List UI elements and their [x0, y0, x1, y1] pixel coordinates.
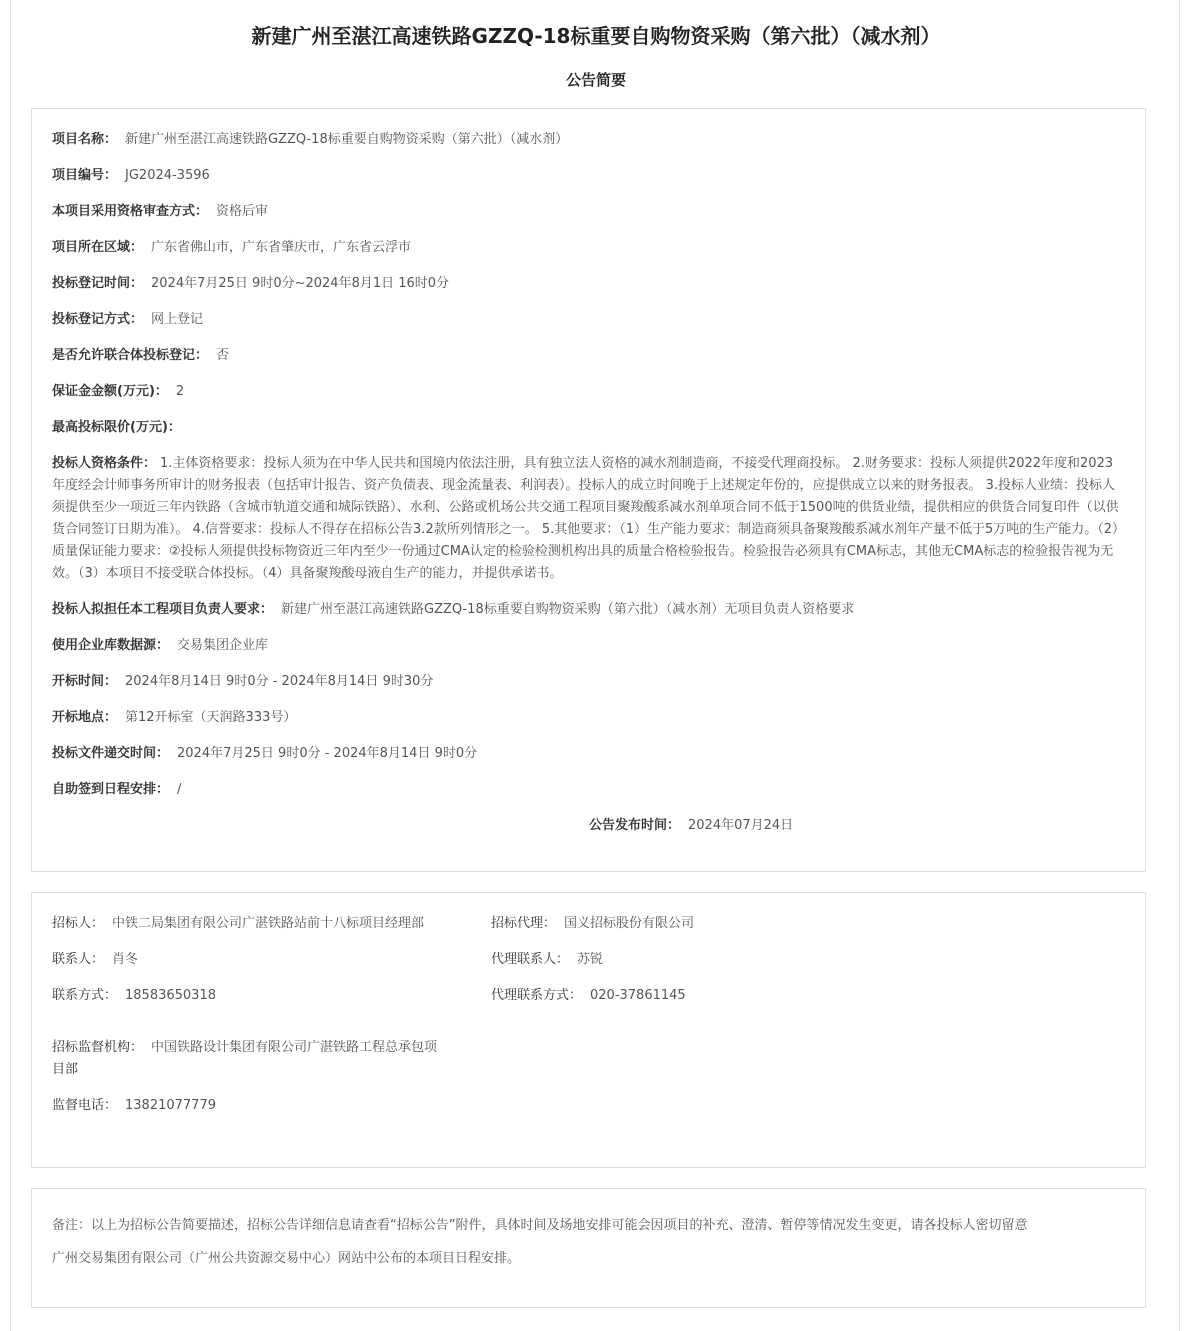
- field-label: 是否允许联合体投标登记：: [52, 348, 209, 363]
- contact-agency-phone: [491, 985, 686, 1007]
- field-value: 2024年7月25日 9时0分 - 2024年8月14日 9时0分: [177, 746, 478, 761]
- contact-value: 18583650318: [125, 988, 216, 1003]
- field-registration-time: [52, 273, 449, 295]
- field-label: 项目编号：: [52, 168, 118, 183]
- field-qualification: [52, 453, 1124, 585]
- page-title: 新建广州至湛江高速铁路GZZQ-18标重要自购物资采购（第六批）（减水剂）: [251, 24, 941, 48]
- field-consortium-allowed: [52, 345, 229, 367]
- contact-agency-person: [491, 949, 603, 971]
- field-project-name: [52, 129, 568, 151]
- contact-label: 招标监督机构：: [52, 1040, 144, 1055]
- note-line-2: 广州交易集团有限公司（广州公共资源交易中心）网站中公布的本项目日程安排。: [52, 1251, 521, 1266]
- field-value: 广东省佛山市，广东省肇庆市，广东省云浮市: [151, 240, 412, 255]
- field-label: 最高投标限价(万元)：: [52, 420, 181, 435]
- contact-label: 招标代理：: [491, 916, 557, 931]
- contact-value: 国义招标股份有限公司: [564, 916, 695, 931]
- field-label: 投标人资格条件：: [52, 456, 157, 471]
- contact-label: 代理联系人：: [491, 952, 570, 967]
- field-label: 投标文件递交时间：: [52, 746, 170, 761]
- contact-person: [52, 949, 138, 971]
- field-value: 资格后审: [216, 204, 269, 219]
- field-value: 交易集团企业库: [177, 638, 269, 653]
- summary-box: [31, 108, 1146, 872]
- contact-supervisor-phone: [52, 1095, 216, 1117]
- field-registration-method: [52, 309, 203, 331]
- contact-value: 苏锐: [577, 952, 604, 967]
- field-value: 新建广州至湛江高速铁路GZZQ-18标重要自购物资采购（第六批）（减水剂）: [125, 132, 569, 147]
- field-label: 投标人拟担任本工程项目负责人要求：: [52, 602, 274, 617]
- field-label: 自助签到日程安排：: [52, 782, 170, 797]
- contact-supervisor: [52, 1037, 437, 1059]
- field-submission-time: [52, 743, 477, 765]
- contact-label: 联系人：: [52, 952, 105, 967]
- field-opening-location: [52, 707, 296, 729]
- page-subtitle: 公告简要: [565, 71, 626, 89]
- field-value: 2024年07月24日: [688, 818, 794, 833]
- field-label: 开标地点：: [52, 710, 118, 725]
- field-label: 投标登记方式：: [52, 312, 144, 327]
- note-box: [31, 1188, 1146, 1308]
- contact-label: 联系方式：: [52, 988, 118, 1003]
- field-value: 新建广州至湛江高速铁路GZZQ-18标重要自购物资采购（第六批）（减水剂）无项目负责人资格要求: [281, 602, 855, 617]
- field-value: JG2024-3596: [125, 168, 210, 183]
- field-value: 网上登记: [151, 312, 204, 327]
- field-enterprise-db: [52, 635, 268, 657]
- contact-tenderer: [52, 913, 424, 935]
- field-label: 投标登记时间：: [52, 276, 144, 291]
- field-project-number: [52, 165, 210, 187]
- field-value: 2024年7月25日 9时0分~2024年8月1日 16时0分: [151, 276, 450, 291]
- field-review-method: [52, 201, 268, 223]
- field-label: 保证金金额(万元)：: [52, 384, 168, 399]
- field-publish-time: [589, 815, 793, 837]
- contact-phone: [52, 985, 216, 1007]
- field-project-manager-req: [52, 599, 854, 621]
- contact-value: 中国铁路设计集团有限公司广湛铁路工程总承包项: [151, 1040, 438, 1055]
- field-opening-time: [52, 671, 433, 693]
- contact-value: 020-37861145: [590, 988, 686, 1003]
- field-region: [52, 237, 411, 259]
- contact-label: 代理联系方式：: [491, 988, 583, 1003]
- field-value: 否: [216, 348, 230, 363]
- field-label: 使用企业库数据源：: [52, 638, 170, 653]
- field-deposit: [52, 381, 184, 403]
- note-line-1: 备注：以上为招标公告简要描述，招标公告详细信息请查看“招标公告”附件，具体时间及场地安排可能会因项目的补充、澄清、暂停等情况发生变更，请各投标人密切留意: [52, 1218, 1028, 1233]
- contacts-box: [31, 892, 1146, 1168]
- field-value: /: [177, 782, 182, 797]
- contact-label: 招标人：: [52, 916, 105, 931]
- contact-value: 肖冬: [112, 952, 139, 967]
- contact-supervisor-cont: [52, 1059, 78, 1081]
- field-self-checkin: [52, 779, 181, 801]
- field-label: 开标时间：: [52, 674, 118, 689]
- field-value: 2024年8月14日 9时0分 - 2024年8月14日 9时30分: [125, 674, 434, 689]
- contact-value: 13821077779: [125, 1098, 216, 1113]
- contact-value: 目部: [52, 1062, 79, 1077]
- contact-label: 监督电话：: [52, 1098, 118, 1113]
- field-value: 2: [175, 384, 185, 399]
- page-frame: [10, 0, 1180, 1331]
- field-label: 项目名称：: [52, 132, 118, 147]
- field-label: 公告发布时间：: [589, 818, 681, 833]
- field-value: 第12开标室（天润路333号）: [125, 710, 297, 725]
- field-max-price: [52, 417, 189, 439]
- field-label: 本项目采用资格审查方式：: [52, 204, 209, 219]
- contact-value: 中铁二局集团有限公司广湛铁路站前十八标项目经理部: [112, 916, 425, 931]
- contact-agency: [491, 913, 694, 935]
- field-value: 1.主体资格要求：投标人须为在中华人民共和国境内依法注册，具有独立法人资格的减水剂制造商，不接受代理商投标。 2.财务要求：投标人须提供2022年度和2023年度经会计师事务所审计的财务报表（包括审计报告、资产负债表、现金流量表、利润表）。投标人的成立时间晚于上述规定年份的，应提供成立以来的财务报表。 3.投标人业绩：投标人须提供至少一项近三年内铁路（含城市轨道交通和城际铁路）、水利、公路或机场公共交通工程项目聚羧酸系减水剂单项合同不低于1500吨的供货业绩，提供相应的供货合同复印件（以供货合同签订日期为准）。 4.信誉要求：投标人不得存在招标公告3.2款所列情形之一。 5.其他要求：（1）生产能力要求：制造商须具备聚羧酸系减水剂年产量不低于5万吨的生产能力。（2）质量保证能力要求：②投标人须提供投标物资近三年内至少一份通过CMA认定的检验检测机构出具的质量合格检验报告。检验报告必须具有CMA标志，其他无CMA标志的检验报告视为无效。（3）本项目不接受联合体投标。（4）具备聚羧酸母液自生产的能力，并提供承诺书。: [52, 456, 1119, 581]
- field-label: 项目所在区域：: [52, 240, 144, 255]
